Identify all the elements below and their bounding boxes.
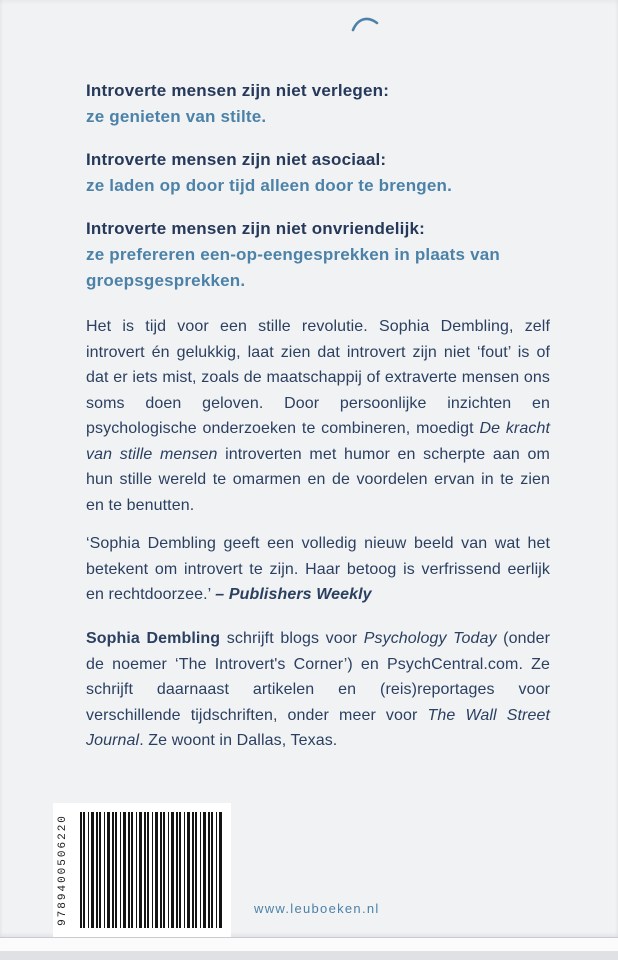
author-bio <box>86 626 550 754</box>
text-segment: introverten met humor en scherpte aan om hun stille wereld te omarmen en de voordelen ervan in te zien en te benutten. <box>86 445 550 514</box>
text-segment: Het is tijd voor een stille revolutie. Sophia Dembling, zelf introvert én gelukkig, laat zien dat introvert zijn niet ‘fout’ is of dat er iets mist, zoals de maatschappij of extraverte mensen ons soms doen geloven. Door persoonlijke inzichten en psychologische onderzoeken te combineren, moedigt <box>86 318 550 437</box>
synopsis-paragraph <box>86 314 550 518</box>
statement <box>86 216 554 294</box>
statement <box>86 78 554 130</box>
statements-block <box>86 78 554 311</box>
statement-response: ze prefereren een-op-eengesprekken in plaats van groepsgesprekken. <box>86 245 500 290</box>
barcode <box>53 803 231 937</box>
statement-claim: Introverte mensen zijn niet asociaal: <box>86 150 387 169</box>
book-pages-edge <box>0 937 618 951</box>
publisher-mark-icon <box>349 13 381 37</box>
text-segment-publication: The Wall Street Journal <box>86 706 550 749</box>
statement-claim: Introverte mensen zijn niet onvriendelijk: <box>86 219 426 238</box>
text-segment-attribution: – Publishers Weekly <box>215 586 372 603</box>
text-segment: ‘Sophia Dembling geeft een volledig nieuw beeld van wat het betekent om introvert te zijn. Haar betoog is verfrissend eerlijk en rechtdoorzee.’ <box>86 535 550 603</box>
text-segment: . Ze woont in Dallas, Texas. <box>139 732 338 749</box>
statement-response: ze genieten van stilte. <box>86 107 267 126</box>
background-surface <box>0 951 618 960</box>
statement <box>86 147 554 199</box>
text-segment: (onder de noemer ‘The Introvert's Corner’) en PsychCentral.com. Ze schrijft daarnaast artikelen en (reis)reportages voor verschillende tijdschriften, onder meer voor <box>86 630 550 724</box>
text-segment: schrijft blogs voor <box>220 630 364 647</box>
text-segment-book-title: De kracht van stille mensen <box>86 420 551 463</box>
text-segment-author-name: Sophia Dembling <box>86 630 221 647</box>
statement-claim: Introverte mensen zijn niet verlegen: <box>86 81 390 100</box>
text-segment-publication: Psychology Today <box>363 630 497 647</box>
statement-response: ze laden op door tijd alleen door te brengen. <box>86 176 453 195</box>
barcode-number: 9789400506220 <box>57 814 69 926</box>
review-quote <box>86 531 550 608</box>
barcode-bars <box>80 812 222 928</box>
website-url: www.leuboeken.nl <box>254 901 380 916</box>
